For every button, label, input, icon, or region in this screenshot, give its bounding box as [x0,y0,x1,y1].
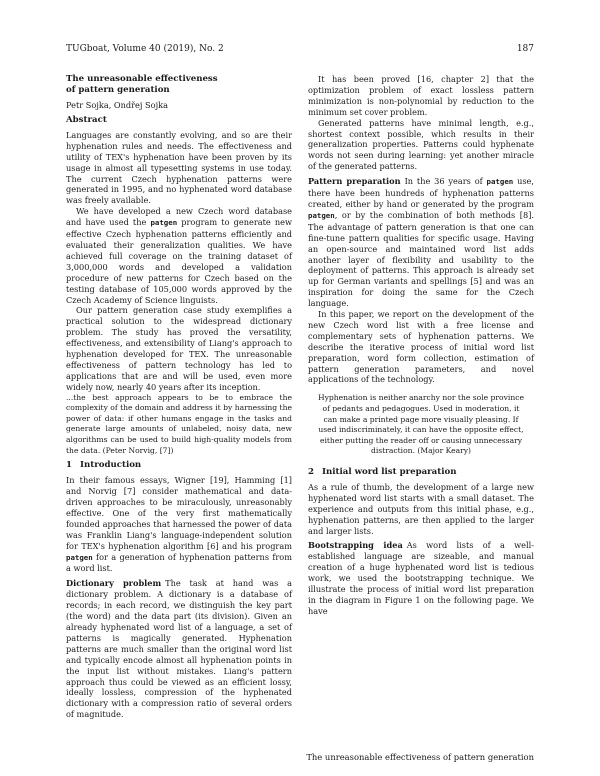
abstract-paragraph-2: We have developed a new Czech word database and have used the patgen program to generate new effective Czech hyphenation patterns efficiently and evaluated their generalization qualities. We have achieved full coverage on the training dataset of 3,000,000 words and developed a validation procedure of new patterns for Czech based on the testing database of 105,000 words approved by the Czech Academy of Science linguists. [66,206,292,305]
epigraph-keary: Hyphenation is neither anarchy nor the sole province of pedants and pedagogues. Used in moderation, it can make a printed page more visually pleasing. If used indiscriminately, it can have the opposite effect, either putting the reader off or causing unnecessary distraction. (Major Keary) [318,393,524,456]
pattern-preparation-paragraph: Pattern preparation In the 36 years of patgen use, there have been hundreds of hyphenation patterns created, either by hand or generated by the program patgen, or by the combination of both methods [8]. The advantage of pattern generation is that one can fine-tune pattern qualities for specific usage. Having an open-source and maintained word list adds another layer of flexibility and usability to the deployment of patterns. This approach is already set up for German variants and spellings [5] and was an inspiration for doing the same for the Czech language. [308,176,535,309]
journal-info: TUGboat, Volume 40 (2019), No. 2 [66,44,224,54]
abstract-paragraph-1: Languages are constantly evolving, and so are their hyphenation rules and needs. The effectiveness and utility of TEX's hyphenation have been proven by its usage in almost all typesetting systems in use today. The current Czech hyphenation patterns were generated in 1995, and no hyphenated word database was freely available. [66,129,292,206]
article-authors: Petr Sojka, Ondřej Sojka [66,100,168,110]
section-2-heading: 2 Initial word list preparation [308,466,457,477]
run-in-heading: Pattern preparation [308,176,401,187]
section-1-heading: 1 Introduction [66,460,142,471]
abstract-heading: Abstract [66,114,107,125]
intro-paragraph: In their famous essays, Wigner [19], Hamming [1] and Norvig [7] consider mathematical and data-driven approaches to be miraculously, unreasonably effective. One of the very first mathematically founded approaches that harnessed the power of data was Franklin Liang's language-independent solution for TEX's hyphenation algorithm [6] and his program patgen for a generation of hyphenation patterns from a word list. [66,475,292,574]
generated-paragraph: Generated patterns have minimal length, e.g., shortest context possible, which results in their generalization properties. Patterns could hyphenate words not seen during learning: yet another miracle of the generated patterns. [308,117,534,172]
right-column [308,74,534,617]
run-in-heading: Bootstrapping idea [308,540,403,551]
article-title: The unreasonable effectiveness of pattern generation [66,74,218,95]
epigraph-norvig: ...the best approach appears to be to embrace the complexity of the domain and address it by harnessing the power of data: if other humans engage in the tasks and generate large amounts of unlabeled, noisy data, new algorithms can be used to build high-quality models from the data. (Peter Norvig, [7]) [66,392,292,455]
abstract-paragraph-3: Our pattern generation case study exemplifies a practical solution to the widespread dictionary problem. The study has proved the versatility, effectiveness, and extensibility of Liang's approach to hyphenation developed for TEX. The unreasonable effectiveness of pattern technology has led to applications that are and will be used, even more widely now, nearly 40 years after its inception. [66,305,292,392]
program-name: patgen [150,218,178,228]
bootstrapping-paragraph: Bootstrapping idea As word lists of a well-established language are sizeable, and manual creation of a huge hyphenated word list is tedious work, we used the bootstrapping technique. We illustrate the process of initial word list preparation in the diagram in Figure 1 on the following page. We have [308,540,534,616]
proven-paragraph: It has been proved [16, chapter 2] that the optimization problem of exact lossless pattern minimization is non-polynomial by reduction to the minimum set cover problem. [308,74,534,117]
dictionary-paragraph: Dictionary problem The task at hand was a dictionary problem. A dictionary is a database of records; in each record, we distinguish the key part (the word) and the data part (its division). Given an already hyphenated word list of a language, a set of patterns is magically generated. Hyphenation patterns are much smaller than the original word list and typically encode almost all hyphenation points in the input list without mistakes. Liang's pattern approach thus could be viewed as an efficient lossy, ideally lossless, compression of the hyphenated dictionary with a compression ratio of several orders of magnitude. [66,578,292,720]
program-name: patgen [486,177,514,187]
run-in-heading: Dictionary problem [66,578,162,589]
running-header [66,44,534,54]
program-name: patgen [66,552,93,562]
running-footer: The unreasonable effectiveness of pattern generation [306,752,534,762]
left-column [66,74,292,720]
report-paragraph: In this paper, we report on the development of the new Czech word list with a free license and complementary sets of hyphenation patterns. We describe the iterative process of initial word list preparation, word form collection, estimation of pattern generation parameters, and novel applications of the technology. [308,309,534,385]
section-2-paragraph: As a rule of thumb, the development of a large new hyphenated word list starts with a small dataset. The experience and outputs from this initial phase, e.g., hyphenation patterns, are then applied to the larger and larger lists. [308,481,534,536]
program-name: patgen [308,210,335,220]
page-number: 187 [516,44,534,54]
